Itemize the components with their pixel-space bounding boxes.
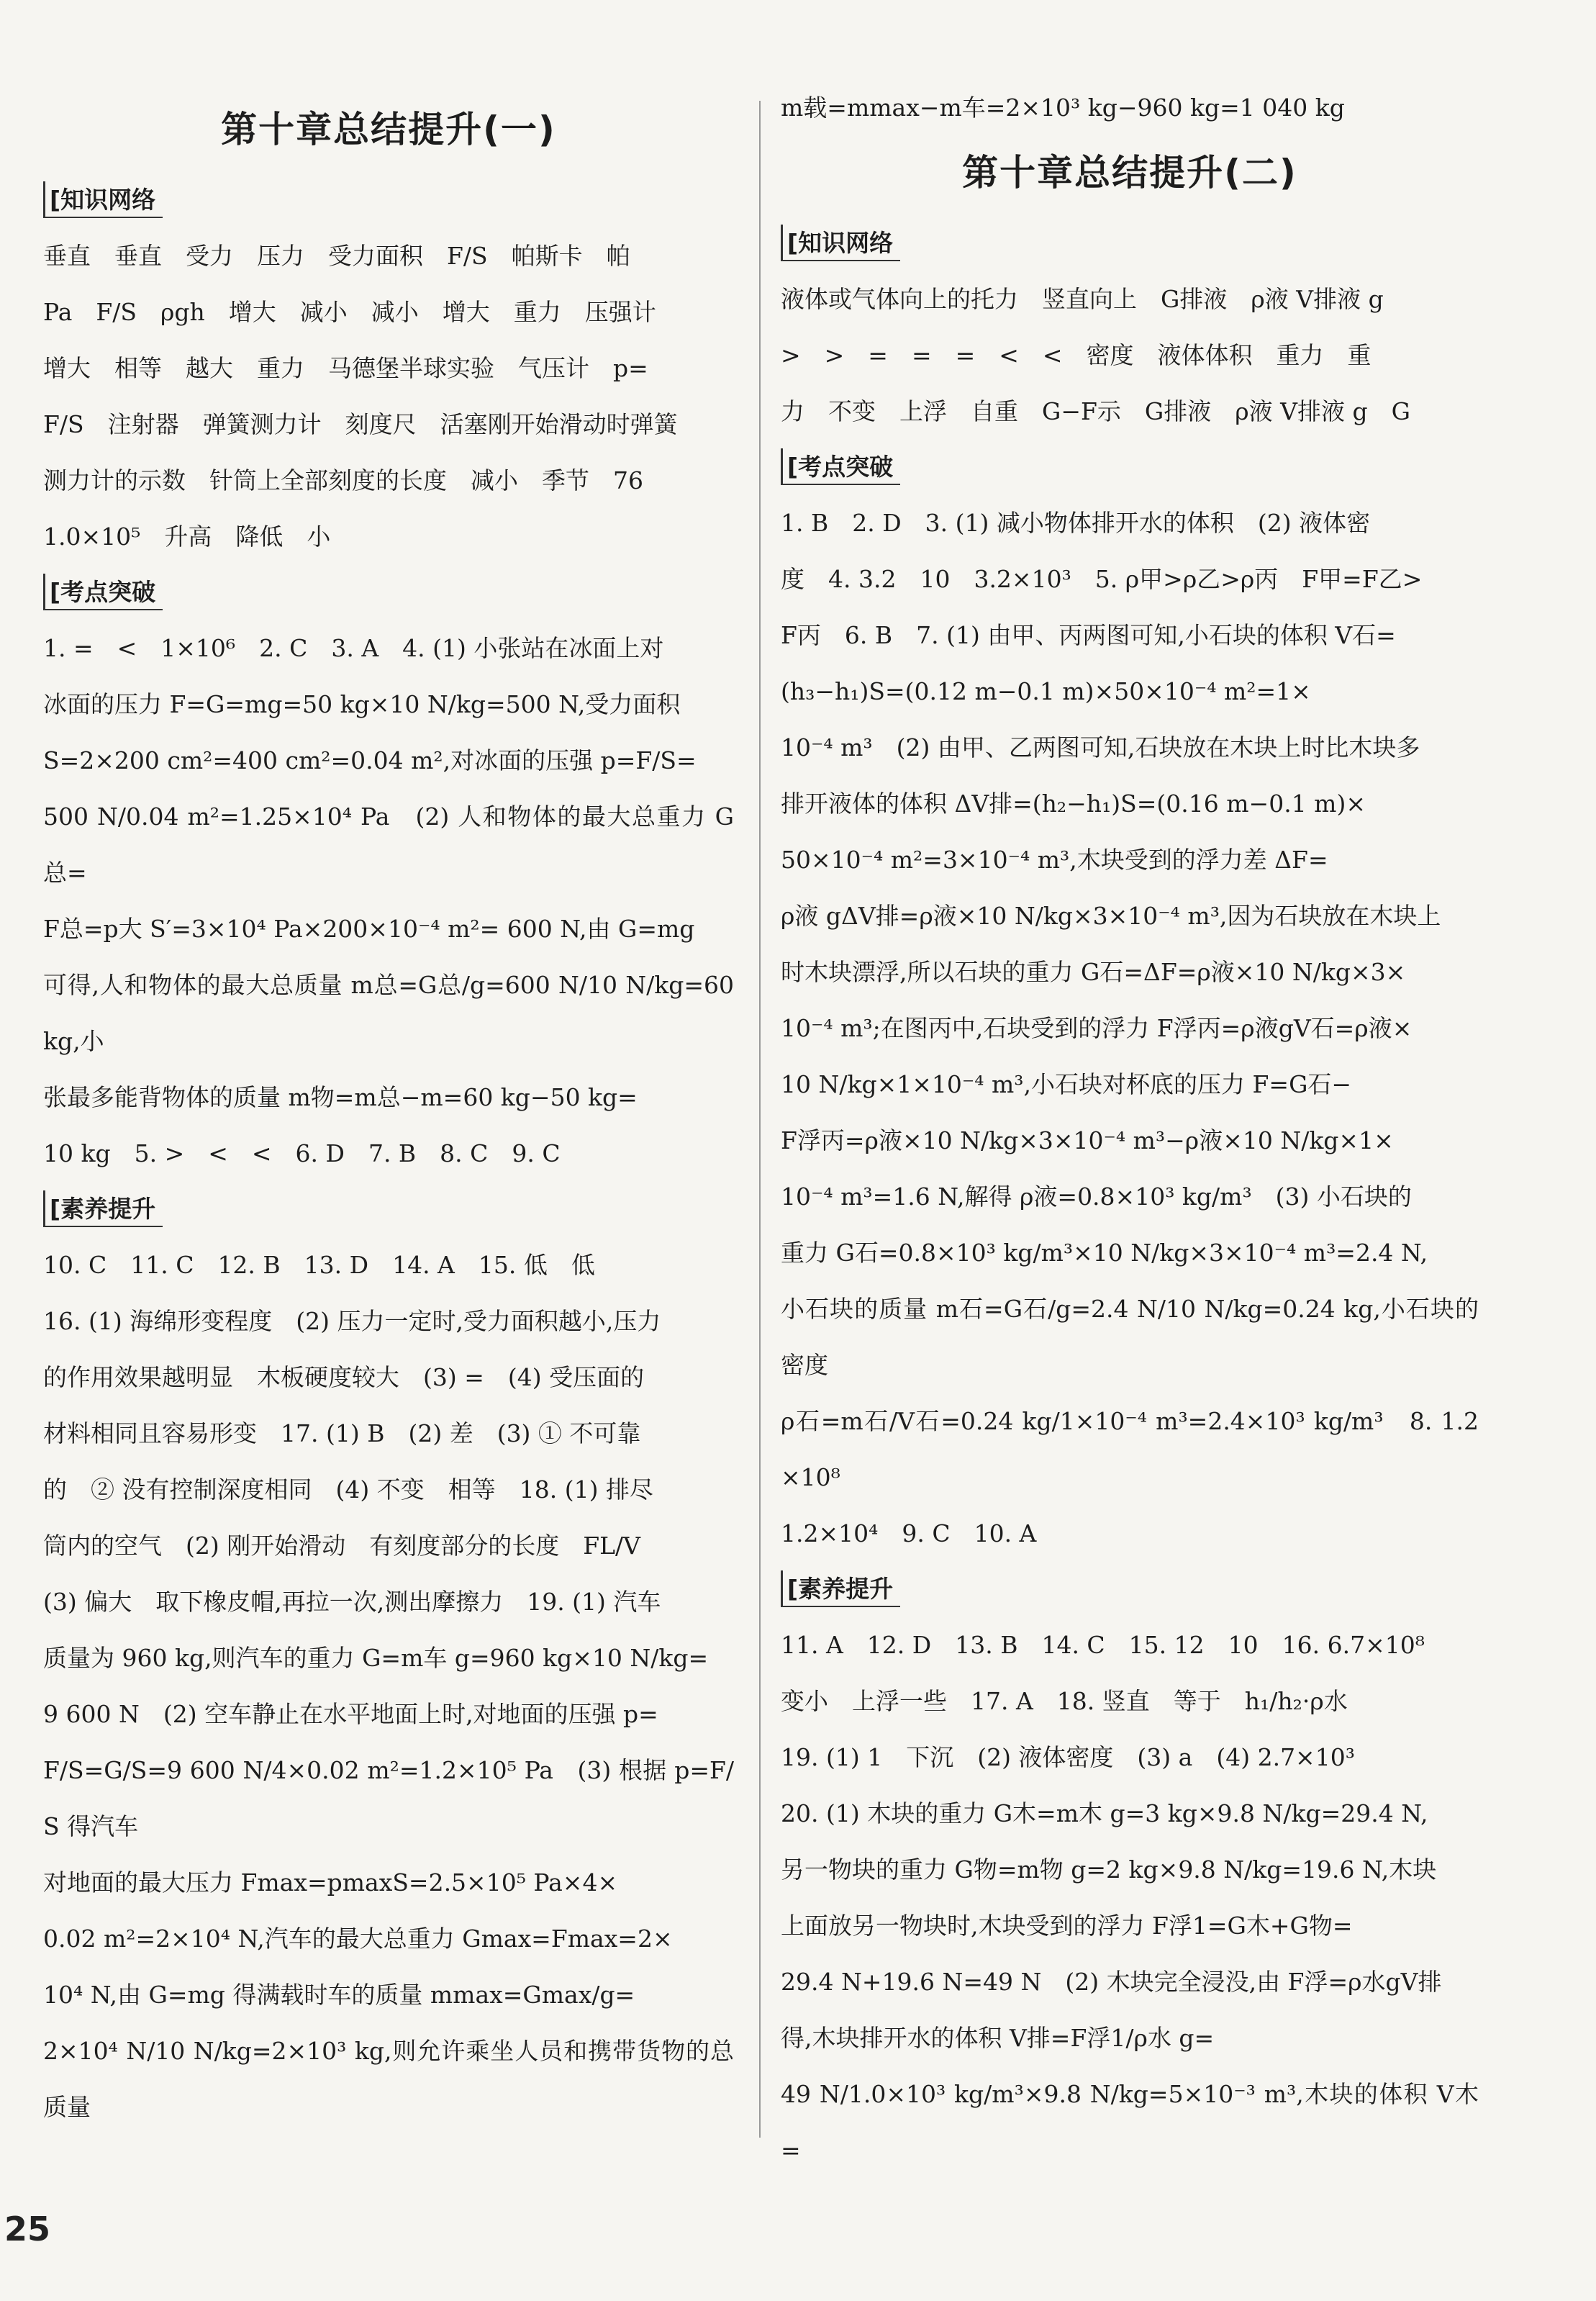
right-suyang-line: 49 N/1.0×10³ kg/m³×9.8 N/kg=5×10⁻³ m³,木块的体积 V木= [781, 2080, 1479, 2164]
right-kaodian-line: 重力 G石=0.8×10³ kg/m³×10 N/kg×3×10⁻⁴ m³=2.4 N, [781, 1239, 1428, 1267]
right-kaodian-line: 时木块漂浮,所以石块的重力 G石=ΔF=ρ液×10 N/kg×3× [781, 958, 1406, 986]
right-network-block [781, 271, 1479, 440]
right-kaodian-line: F丙 6. B 7. (1) 由甲、丙两图可知,小石块的体积 V石= [781, 621, 1396, 649]
right-kaodian-line: 1. B 2. D 3. (1) 减小物体排开水的体积 (2) 液体密 [781, 509, 1371, 537]
left-suyang-line: 的作用效果越明显 木板硬度较大 (3) = (4) 受压面的 [43, 1363, 645, 1391]
left-section-key-points: [考点突破 [43, 574, 163, 610]
left-suyang-line: 0.02 m²=2×10⁴ N,汽车的最大总重力 Gmax=Fmax=2× [43, 1925, 673, 1953]
left-suyang-line: 材料相同且容易形变 17. (1) B (2) 差 (3) ① 不可靠 [43, 1419, 641, 1447]
column-divider [759, 101, 761, 2138]
left-network-line: F/S 注射器 弹簧测力计 刻度尺 活塞刚开始滑动时弹簧 [43, 410, 678, 438]
right-kaodian-line: 10⁻⁴ m³ (2) 由甲、乙两图可知,石块放在木块上时比木块多 [781, 733, 1420, 761]
right-section-literacy: [素养提升 [781, 1570, 900, 1607]
right-suyang-line: 得,木块排开水的体积 V排=F浮1/ρ水 g= [781, 2024, 1215, 2052]
right-network-line: > > = = = < < 密度 液体体积 重力 重 [781, 341, 1371, 369]
right-kaodian-line: 1.2×10⁴ 9. C 10. A [781, 1519, 1037, 1547]
left-kaodian-line: 张最多能背物体的质量 m物=m总−m=60 kg−50 kg= [43, 1083, 638, 1111]
left-suyang-line: F/S=G/S=9 600 N/4×0.02 m²=1.2×10⁵ Pa (3) 根据 p=F/S 得汽车 [43, 1756, 734, 1840]
right-kaodian-line: 50×10⁻⁴ m²=3×10⁻⁴ m³,木块受到的浮力差 ΔF= [781, 846, 1328, 874]
left-kaodian-line: 10 kg 5. > < < 6. D 7. B 8. C 9. C [43, 1139, 561, 1167]
left-suyang-line: 筒内的空气 (2) 刚开始滑动 有刻度部分的长度 FL/V [43, 1532, 640, 1560]
right-suyang-block [781, 1617, 1479, 2179]
left-network-line: 垂直 垂直 受力 压力 受力面积 F/S 帕斯卡 帕 [43, 242, 630, 270]
right-network-line: 液体或气体向上的托力 竖直向上 G排液 ρ液 V排液 g [781, 285, 1384, 313]
left-suyang-line: 质量为 960 kg,则汽车的重力 G=m车 g=960 kg×10 N/kg= [43, 1644, 709, 1672]
left-kaodian-line: 冰面的压力 F=G=mg=50 kg×10 N/kg=500 N,受力面积 [43, 690, 681, 718]
right-top-line: m载=mmax−m车=2×10³ kg−960 kg=1 040 kg [781, 94, 1345, 122]
right-kaodian-line: (h₃−h₁)S=(0.12 m−0.1 m)×50×10⁻⁴ m²=1× [781, 677, 1311, 705]
right-kaodian-line: 10⁻⁴ m³=1.6 N,解得 ρ液=0.8×10³ kg/m³ (3) 小石块的 [781, 1183, 1412, 1211]
left-suyang-line: 2×10⁴ N/10 N/kg=2×10³ kg,则允许乘坐人员和携带货物的总质量 [43, 2037, 734, 2121]
right-suyang-line: 11. A 12. D 13. B 14. C 15. 12 10 16. 6.7×10⁸ [781, 1631, 1425, 1659]
left-kaodian-line: 可得,人和物体的最大总质量 m总=G总/g=600 N/10 N/kg=60 kg,小 [43, 971, 734, 1055]
right-suyang-line: 另一物块的重力 G物=m物 g=2 kg×9.8 N/kg=19.6 N,木块 [781, 1855, 1437, 1884]
right-suyang-line: 变小 上浮一些 17. A 18. 竖直 等于 h₁/h₂·ρ水 [781, 1687, 1348, 1715]
left-kaodian-line: 1. = < 1×10⁶ 2. C 3. A 4. (1) 小张站在冰面上对 [43, 634, 664, 662]
left-section-knowledge-network: [知识网络 [43, 181, 163, 218]
right-section-key-points: [考点突破 [781, 448, 900, 485]
left-suyang-line: 对地面的最大压力 Fmax=pmaxS=2.5×10⁵ Pa×4× [43, 1868, 618, 1897]
right-kaodian-line: 度 4. 3.2 10 3.2×10³ 5. ρ甲>ρ乙>ρ丙 F甲=F乙> [781, 565, 1423, 593]
left-suyang-line: 10⁴ N,由 G=mg 得满载时车的质量 mmax=Gmax/g= [43, 1981, 635, 2009]
left-kaodian-block [43, 620, 734, 1182]
right-kaodian-line: 10⁻⁴ m³;在图丙中,石块受到的浮力 F浮丙=ρ液gV石=ρ液× [781, 1014, 1413, 1042]
right-column [781, 86, 1479, 2179]
right-kaodian-line: ρ液 gΔV排=ρ液×10 N/kg×3×10⁻⁴ m³,因为石块放在木块上 [781, 902, 1441, 930]
right-kaodian-line: ρ石=m石/V石=0.24 kg/1×10⁻⁴ m³=2.4×10³ kg/m³ 8. 1.2×10⁸ [781, 1407, 1479, 1491]
left-kaodian-line: S=2×200 cm²=400 cm²=0.04 m²,对冰面的压强 p=F/S= [43, 746, 697, 774]
right-section-knowledge-network: [知识网络 [781, 225, 900, 261]
left-kaodian-line: 500 N/0.04 m²=1.25×10⁴ Pa (2) 人和物体的最大总重力 G总= [43, 803, 734, 887]
right-title: 第十章总结提升(二) [962, 152, 1297, 194]
left-suyang-block [43, 1237, 734, 2135]
right-suyang-line: 上面放另一物块时,木块受到的浮力 F浮1=G木+G物= [781, 1912, 1353, 1940]
right-suyang-line: 29.4 N+19.6 N=49 N (2) 木块完全浸没,由 F浮=ρ水gV排 [781, 1968, 1442, 1996]
left-network-line: 1.0×10⁵ 升高 降低 小 [43, 523, 331, 551]
page-number: 25 [4, 2210, 51, 2248]
left-network-line: 增大 相等 越大 重力 马德堡半球实验 气压计 p= [43, 354, 648, 382]
left-title: 第十章总结提升(一) [221, 109, 556, 150]
left-kaodian-line: F总=p大 S′=3×10⁴ Pa×200×10⁻⁴ m²= 600 N,由 G=mg [43, 915, 695, 943]
right-kaodian-block [781, 495, 1479, 1562]
right-kaodian-line: 小石块的质量 m石=G石/g=2.4 N/10 N/kg=0.24 kg,小石块的密度 [781, 1295, 1479, 1379]
left-suyang-line: 16. (1) 海绵形变程度 (2) 压力一定时,受力面积越小,压力 [43, 1307, 661, 1335]
left-suyang-line: 的 ② 没有控制深度相同 (4) 不变 相等 18. (1) 排尽 [43, 1475, 653, 1504]
right-network-line: 力 不变 上浮 自重 G−F示 G排液 ρ液 V排液 g G [781, 397, 1410, 425]
left-suyang-line: 10. C 11. C 12. B 13. D 14. A 15. 低 低 [43, 1251, 595, 1279]
left-section-literacy: [素养提升 [43, 1190, 163, 1227]
left-network-block [43, 228, 734, 565]
right-kaodian-line: 排开液体的体积 ΔV排=(h₂−h₁)S=(0.16 m−0.1 m)× [781, 790, 1366, 818]
left-network-line: Pa F/S ρgh 增大 减小 减小 增大 重力 压强计 [43, 298, 656, 326]
right-kaodian-line: F浮丙=ρ液×10 N/kg×3×10⁻⁴ m³−ρ液×10 N/kg×1× [781, 1126, 1394, 1154]
left-network-line: 测力计的示数 针筒上全部刻度的长度 减小 季节 76 [43, 466, 643, 494]
left-suyang-line: 9 600 N (2) 空车静止在水平地面上时,对地面的压强 p= [43, 1700, 658, 1728]
left-column [43, 86, 734, 2135]
right-suyang-line: 20. (1) 木块的重力 G木=m木 g=3 kg×9.8 N/kg=29.4 N, [781, 1799, 1428, 1827]
right-suyang-line: 19. (1) 1 下沉 (2) 液体密度 (3) a (4) 2.7×10³ [781, 1743, 1355, 1771]
right-kaodian-line: 10 N/kg×1×10⁻⁴ m³,小石块对杯底的压力 F=G石− [781, 1070, 1352, 1098]
left-suyang-line: (3) 偏大 取下橡皮帽,再拉一次,测出摩擦力 19. (1) 汽车 [43, 1588, 661, 1616]
